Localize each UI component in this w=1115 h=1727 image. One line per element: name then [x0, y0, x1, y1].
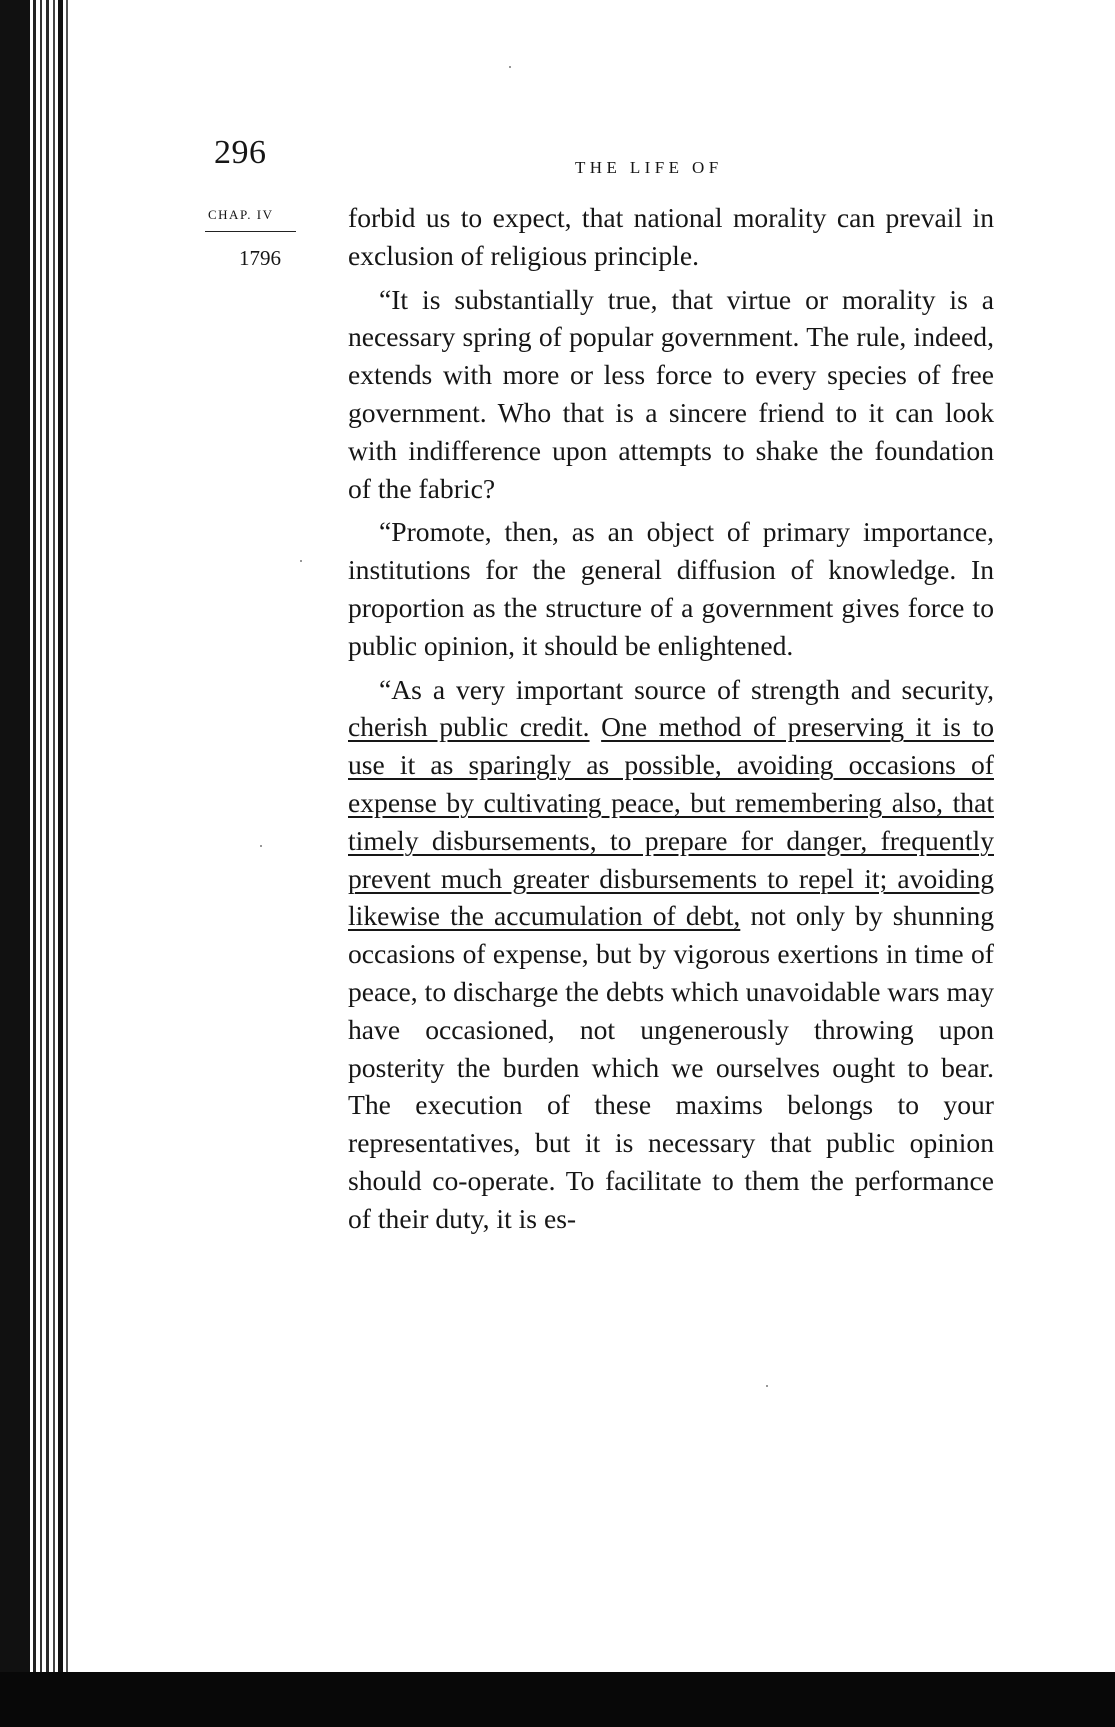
paragraph-3: “Promote, then, as an object of primary importance, institutions for the general diffusion of knowledge. In proportion as the structure of a government gives force to public opinion, it should be enlightened.	[348, 516, 994, 661]
sidenote-chapter: CHAP. IV	[208, 207, 274, 222]
paragraph-2: “It is substantially true, that virtue or morality is a necessary spring of popular government. The rule, indeed, extends with more or less force to every species of free government. Who that is a sincere friend to it can look with indifference upon attempts to shake the foundation of the fabric?	[348, 283, 994, 504]
paper-speck	[260, 845, 262, 847]
scan-bottom-edge	[0, 1672, 1115, 1727]
paragraph-4-closing: not only by shunning occasions of expense, but by vigorous exertions in time of peace, to discharge the debts which unavoidable wars may have occasioned, not ungenerously throwing upon posterity the burden which we ourselves ought to bear. The execution of these maxims belongs to your representatives, but it is necessary that public opinion should co-operate. To facilitate to them the performance of their duty, it is es-	[348, 900, 994, 1234]
paper-speck	[766, 1385, 768, 1387]
sidenote-year: 1796	[239, 246, 281, 270]
paragraph-1: forbid us to expect, that national morality can prevail in exclusion of religious principle.	[348, 202, 994, 271]
sidenote-rule	[205, 231, 296, 232]
body-text	[348, 199, 994, 1238]
paper-speck	[300, 560, 302, 562]
underlined-passage-expense: One method of preserving it is to use it as sparingly as possible, avoiding occasions of expense by cultivating peace, but remembering also, that timely disbursements, to prepare for danger, frequently prevent much greater disbursements to repel it; avoiding likewise the accumulation of debt,	[348, 711, 994, 932]
page-number: 296	[214, 134, 267, 171]
underlined-phrase-public-credit: cherish public credit.	[348, 711, 590, 743]
paragraph-4-opening: “As a very important source of strength and security,	[379, 673, 994, 705]
running-head: THE LIFE OF	[575, 158, 723, 177]
paragraph-4-space	[590, 711, 602, 742]
page-binding-edge	[0, 0, 70, 1727]
paragraph-4	[348, 671, 994, 1238]
paper-speck	[509, 66, 511, 68]
